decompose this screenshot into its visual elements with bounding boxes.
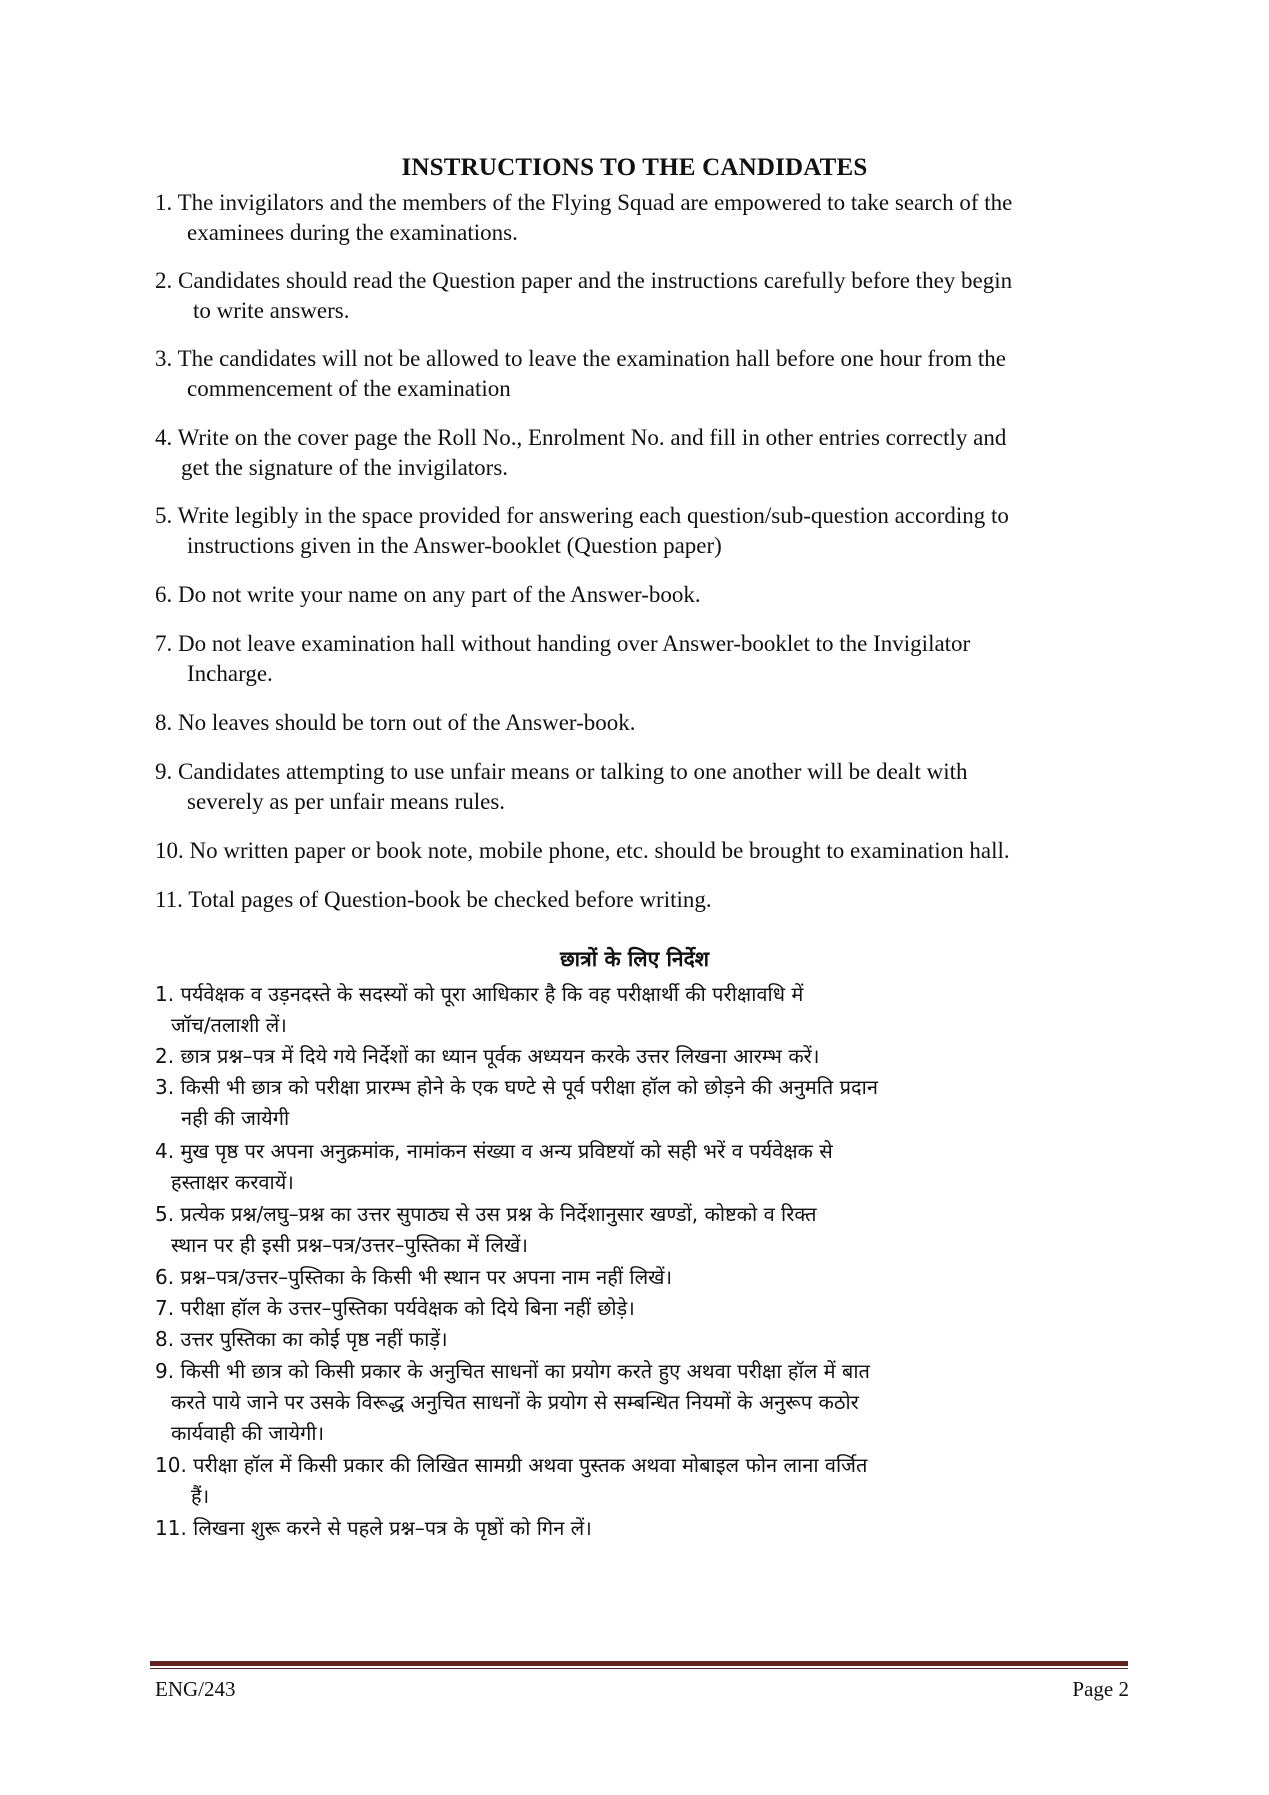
item-text: Candidates attempting to use unfair means or talking to one another will be dealt with [178,759,968,784]
hindi-instruction-6 [155,1262,1155,1293]
item-number: 5. [155,1202,175,1226]
item-number: 1. [155,190,173,215]
english-instruction-11 [155,885,1145,915]
item-text-continued: instructions given in the Answer-booklet (Question paper) [187,533,722,558]
english-instruction-5 [155,501,1145,561]
item-number: 11. [155,887,183,912]
hindi-instruction-3 [155,1072,1155,1134]
item-text: पर्यवेक्षक व उड़नदस्ते के सदस्यों को पूरा आधिकार है कि वह परीक्षार्थी की परीक्षावधि में [180,982,804,1006]
item-text: परीक्षा हॉल के उत्तर–पुस्तिका पर्यवेक्षक को दिये बिना नहीं छोड़े। [180,1296,635,1320]
hindi-title: छात्रों के लिए निर्देश [559,947,710,971]
item-number: 10. [155,838,184,863]
item-number: 2. [155,1044,175,1068]
item-text: The invigilators and the members of the Flying Squad are empowered to take search of the [177,190,1013,215]
item-text: Do not leave examination hall without handing over Answer-booklet to the Invigilator [178,631,971,656]
item-number: 9. [155,1359,175,1383]
item-text-continued: examinees during the examinations. [187,220,518,245]
item-text-continued: स्थान पर ही इसी प्रश्न–पत्र/उत्तर–पुस्तिका में लिखें। [171,1233,528,1257]
item-text: Write legibly in the space provided for answering each question/sub-question according to [177,503,1009,528]
hindi-instruction-7 [155,1293,1155,1324]
item-text: Total pages of Question-book be checked before writing. [188,887,712,912]
english-title: INSTRUCTIONS TO THE CANDIDATES [401,154,868,181]
page-number: Page 2 [1072,1677,1129,1701]
item-text: Write on the cover page the Roll No., Enrolment No. and fill in other entries correctly and [177,425,1007,450]
item-text-continued: commencement of the examination [187,376,511,401]
footer-rule-thin [150,1668,1128,1669]
hindi-instruction-1 [155,979,1155,1041]
item-number: 2. [155,268,173,293]
item-number: 5. [155,503,173,528]
item-text: No written paper or book note, mobile phone, etc. should be brought to examination hall. [189,838,1010,863]
english-instruction-2 [155,266,1145,326]
item-text: प्रश्न–पत्र/उत्तर–पुस्तिका के किसी भी स्थान पर अपना नाम नहीं लिखें। [180,1265,673,1289]
item-number: 7. [155,1296,175,1320]
hindi-instruction-2 [155,1041,1155,1072]
english-instruction-4 [155,423,1145,483]
item-number: 9. [155,759,173,784]
document-code: ENG/243 [155,1677,236,1701]
item-text: किसी भी छात्र को परीक्षा प्रारम्भ होने के एक घण्टे से पूर्व परीक्षा हॉल को छोड़ने की अनुमति प्रदान [180,1075,878,1099]
item-number: 7. [155,631,173,656]
english-instruction-7 [155,629,1145,689]
item-number: 4. [155,425,173,450]
item-text: छात्र प्रश्न–पत्र में दिये गये निर्देशों का ध्यान पूर्वक अध्ययन करके उत्तर लिखना आरम्भ करें। [180,1044,820,1068]
english-instruction-3 [155,344,1145,404]
item-number: 11. [155,1516,187,1540]
item-text: उत्तर पुस्तिका का कोई पृष्ठ नहीं फाड़ें। [180,1327,448,1351]
item-text-continued: कार्यवाही की जायेगी। [171,1421,325,1445]
item-text: Do not write your name on any part of the Answer-book. [178,582,701,607]
item-number: 3. [155,346,173,371]
footer-rule-thick [150,1661,1128,1666]
item-text: प्रत्येक प्रश्न/लघु–प्रश्न का उत्तर सुपाठ्य से उस प्रश्न के निर्देशानुसार खण्डों, कोष्टको व रिक्त [180,1202,817,1226]
item-text: लिखना शुरू करने से पहले प्रश्न–पत्र के पृष्ठों को गिन लें। [193,1516,592,1540]
item-text: No leaves should be torn out of the Answer-book. [178,710,636,735]
item-number: 6. [155,1265,175,1289]
item-text-continued: get the signature of the invigilators. [181,455,509,480]
hindi-instruction-5 [155,1199,1155,1261]
item-number: 4. [155,1139,175,1163]
item-text-continued: जॉच/तलाशी लें। [171,1013,287,1037]
english-instruction-8 [155,708,1145,738]
item-text-continued: Incharge. [187,661,273,686]
hindi-instruction-11 [155,1513,1155,1544]
english-instruction-10 [155,836,1145,866]
item-number: 3. [155,1075,175,1099]
item-text: मुख पृष्ठ पर अपना अनुक्रमांक, नामांकन संख्या व अन्य प्रविष्टयॉ को सही भरें व पर्यवेक्षक से [180,1139,833,1163]
item-text-continued: करते पाये जाने पर उसके विरूद्ध अनुचित साधनों के प्रयोग से सम्बन्धित नियमों के अनुरूप कठोर [171,1390,859,1414]
hindi-instruction-4 [155,1136,1155,1198]
item-number: 6. [155,582,173,607]
item-number: 1. [155,982,175,1006]
item-text-continued: to write answers. [193,298,350,323]
item-text-continued: हैं। [191,1484,210,1508]
item-number: 8. [155,1327,175,1351]
hindi-instruction-9 [155,1356,1155,1449]
item-text: किसी भी छात्र को किसी प्रकार के अनुचित साधनों का प्रयोग करते हुए अथवा परीक्षा हॉल में बात [180,1359,870,1383]
english-instruction-1 [155,188,1145,248]
item-text: Candidates should read the Question paper and the instructions carefully before they begin [178,268,1013,293]
item-number: 10. [155,1453,187,1477]
hindi-instruction-10 [155,1450,1155,1512]
item-number: 8. [155,710,173,735]
item-text-continued: नही की जायेगी [181,1106,290,1130]
item-text: The candidates will not be allowed to leave the examination hall before one hour from the [177,346,1006,371]
item-text-continued: हस्ताक्षर करवायें। [171,1170,294,1194]
hindi-instruction-8 [155,1324,1155,1355]
item-text-continued: severely as per unfair means rules. [187,789,506,814]
english-instruction-9 [155,757,1145,817]
item-text: परीक्षा हॉल में किसी प्रकार की लिखित सामग्री अथवा पुस्तक अथवा मोबाइल फोन लाना वर्जित [193,1453,868,1477]
english-instruction-6 [155,580,1145,610]
